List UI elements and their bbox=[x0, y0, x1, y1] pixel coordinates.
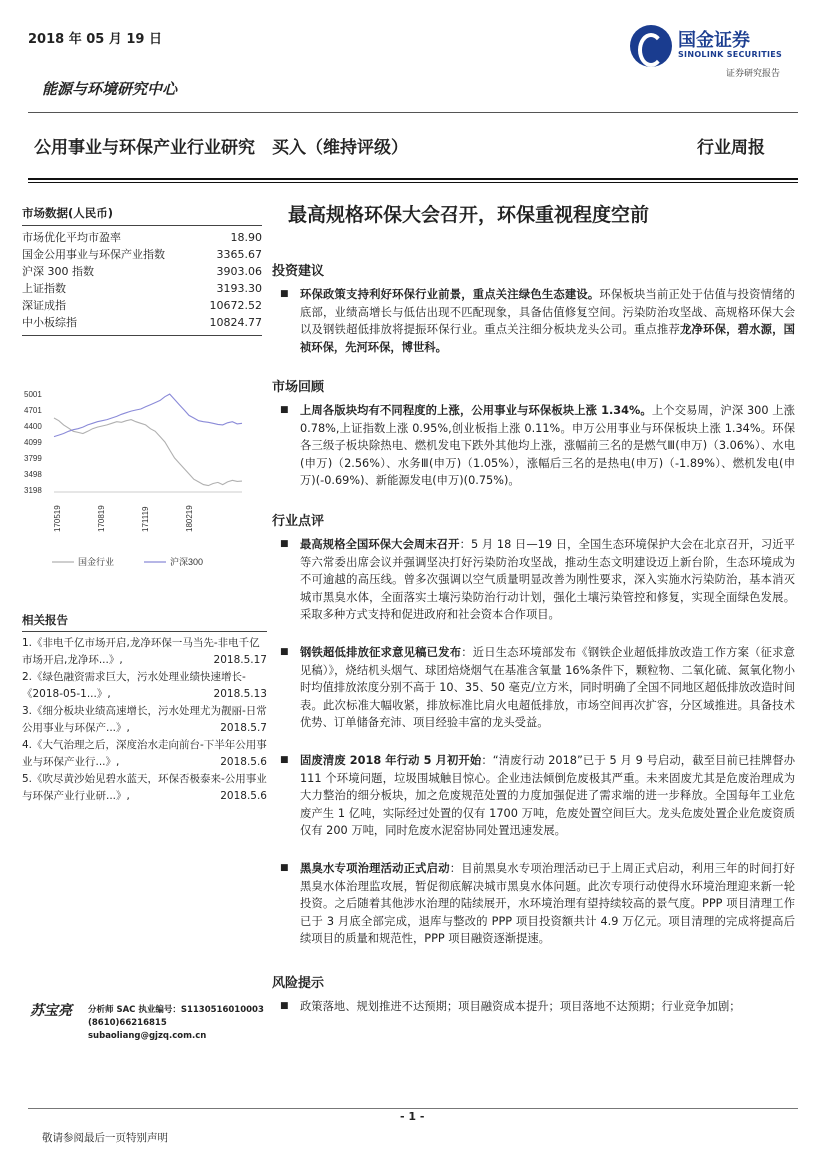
market-value: 3193.30 bbox=[216, 282, 262, 295]
divider bbox=[28, 112, 798, 113]
y-tick-label: 4400 bbox=[24, 422, 42, 431]
series-line-国金行业 bbox=[54, 418, 242, 486]
logo-cn: 国金证券 bbox=[678, 30, 750, 51]
related-item[interactable] bbox=[22, 771, 267, 805]
para-solid-waste bbox=[280, 752, 795, 840]
related-text: 4.《大气治理之后，深度治水走向前台-下半年公用事业与环保产业行...》, bbox=[22, 739, 267, 768]
para-text: 上个交易周，沪深 300 上涨 0.78%,上证指数上涨 0.95%,创业板指上涨 0.11%。申万公用事业与环保板块上涨 1.34%。环保各三级子板块除热电、燃机发电下跌外其他均上涨，涨幅前三名的是燃气Ⅲ(申万)（3.06%）、水电(申万)（2.56%）、水务Ⅲ(申万)（1.05%），涨幅后三名的是热电(申万)（-1.89%）、燃机发电(申万)(-0.69%)、新能源发电(申万)(0.75%)。 bbox=[300, 404, 795, 488]
y-tick-label: 4099 bbox=[24, 438, 42, 447]
bullet-icon: ■ bbox=[280, 863, 289, 873]
series-line-沪深300 bbox=[54, 394, 242, 437]
divider bbox=[22, 631, 267, 632]
market-row bbox=[22, 297, 262, 314]
logo-sub: 证券研究报告 bbox=[726, 69, 781, 79]
divider bbox=[22, 225, 262, 226]
para-lead: 最高规格全国环保大会周末召开 bbox=[300, 538, 460, 551]
para-text: 政策落地、规划推进不达预期；项目融资成本提升；项目落地不达预期；行业竞争加剧； bbox=[300, 1000, 741, 1013]
market-value: 3365.67 bbox=[216, 248, 262, 261]
para-text: ：近日生态环境部发布《钢铁企业超低排放改造工作方案（征求意见稿）》，烧结机头烟气、球团焙烧烟气在基准含氧量 16%条件下，颗粒物、二氧化硫、氮氧化物小时均值排放浓度分别不高于 10、35、50 毫克/立方米，同时明确了全国不同地区超低排放改造时间表。此次标准大幅收紧，排放标准比肩火电超低排放，市场空间再次扩容，分区域推进。具备技术优势、订单储备充沛、项目经验丰富的龙头受益。 bbox=[300, 646, 795, 730]
market-value: 10672.52 bbox=[209, 299, 262, 312]
market-label: 深证成指 bbox=[22, 299, 66, 312]
para-lead: 黑臭水专项治理活动正式启动 bbox=[300, 862, 450, 875]
legend-label: 沪深300 bbox=[170, 557, 204, 567]
bullet-icon: ■ bbox=[280, 755, 289, 765]
x-tick-label: 170519 bbox=[53, 505, 62, 532]
market-label: 上证指数 bbox=[22, 282, 66, 295]
para-text: ：“清废行动 2018”已于 5 月 9 号启动，截至目前已挂牌督办 111 个环境问题，垃圾围城触目惊心。企业违法倾倒危废极其严重。未来固废尤其是危废治理成为大力整治的细分板块，加之危废规范处置的力度加强促进了需求端的进一步释放。全国每年工业危废产生 1 亿吨，实际经过处置的仅有 1700 万吨，危废处置空间巨大。龙头危废处置企业危废资质仅有 200 万吨，同时危废水泥窑协同处置迅速发展。 bbox=[300, 754, 795, 838]
sinolink-logo bbox=[630, 20, 800, 80]
industry-rating: 公用事业与环保产业行业研究 买入（维持评级） bbox=[34, 138, 408, 158]
report-type: 行业周报 bbox=[697, 138, 765, 158]
market-row bbox=[22, 280, 262, 297]
logo-mark-icon bbox=[630, 25, 672, 67]
section-investment: 投资建议 bbox=[272, 264, 325, 279]
market-label: 中小板综指 bbox=[22, 316, 77, 329]
bullet-icon: ■ bbox=[280, 1001, 289, 1011]
section-review: 市场回顾 bbox=[272, 380, 325, 395]
related-date: 2018.5.17 bbox=[213, 654, 267, 666]
market-label: 市场优化平均市盈率 bbox=[22, 231, 121, 244]
divider bbox=[28, 178, 798, 180]
related-title: 相关报告 bbox=[22, 613, 68, 627]
related-date: 2018.5.7 bbox=[220, 722, 267, 734]
para-picks: 龙净环保，碧水源，国祯环保，先河环保，博世科。 bbox=[300, 323, 795, 354]
y-tick-label: 3799 bbox=[24, 454, 42, 463]
market-label: 沪深 300 指数 bbox=[22, 265, 94, 278]
bullet-icon: ■ bbox=[280, 289, 289, 299]
market-data bbox=[22, 205, 262, 339]
divider bbox=[28, 1108, 798, 1109]
analyst-cert: 分析师 SAC 执业编号：S1130516010003 bbox=[88, 1005, 264, 1015]
disclaimer: 敬请参阅最后一页特别声明 bbox=[42, 1132, 168, 1144]
market-row bbox=[22, 263, 262, 280]
market-row bbox=[22, 246, 262, 263]
related-item[interactable] bbox=[22, 669, 267, 703]
section-commentary: 行业点评 bbox=[272, 514, 325, 529]
section-risk: 风险提示 bbox=[272, 976, 325, 991]
x-tick-label: 180219 bbox=[185, 505, 194, 532]
legend-label: 国金行业 bbox=[78, 557, 115, 567]
para-lead: 固废清废 2018 年行动 5 月初开始 bbox=[300, 754, 482, 767]
market-row bbox=[22, 314, 262, 331]
related-item[interactable] bbox=[22, 737, 267, 771]
para-steel bbox=[280, 644, 795, 732]
related-date: 2018.5.13 bbox=[213, 688, 267, 700]
research-center: 能源与环境研究中心 bbox=[42, 80, 178, 98]
market-value: 18.90 bbox=[230, 231, 262, 244]
market-value: 3903.06 bbox=[216, 265, 262, 278]
related-text: 2.《绿色融资需求巨大，污水处理业绩快速增长-《2018-05-1...》, bbox=[22, 671, 246, 700]
bullet-icon: ■ bbox=[280, 405, 289, 415]
related-text: 1.《非电千亿市场开启,龙净环保一马当先-非电千亿市场开启,龙净环...》, bbox=[22, 637, 260, 666]
analyst-phone: (8610)66216815 bbox=[88, 1018, 167, 1028]
para-text: ：5 月 18 日—19 日，全国生态环境保护大会在北京召开，习近平等六常委出席会议并强调坚决打好污染防治攻坚战，推动生态文明建设迈上新台阶，生态环境成为不可逾越的高压线。曾多次强调以空气质量明显改善为刚性要求，深入实施水污染防治，基本消灭城市黑臭水体，全面落实土壤污染防治行动计划，强化土壤污染管控和修复，实现全面绿色发展。采取多种方式支持和促进政府和社会资本合作项目。 bbox=[300, 538, 795, 622]
related-reports bbox=[22, 612, 267, 805]
para-risk bbox=[280, 998, 795, 1016]
market-value: 10824.77 bbox=[209, 316, 262, 329]
y-tick-label: 5001 bbox=[24, 390, 42, 399]
headline: 最高规格环保大会召开，环保重视程度空前 bbox=[288, 204, 650, 226]
market-row bbox=[22, 229, 262, 246]
index-chart bbox=[22, 378, 262, 578]
para-lead: 环保政策支持利好环保行业前景，重点关注绿色生态建设。 bbox=[300, 288, 600, 301]
related-text: 5.《吹尽黄沙始见碧水蓝天，环保否极泰来-公用事业与环保产业行业研...》, bbox=[22, 773, 267, 802]
page-number: - 1 - bbox=[400, 1110, 425, 1123]
analyst-name: 苏宝亮 bbox=[30, 1003, 72, 1019]
market-data-title: 市场数据(人民币) bbox=[22, 206, 114, 220]
related-date: 2018.5.6 bbox=[220, 790, 267, 802]
report-date: 2018 年 05 月 19 日 bbox=[28, 32, 162, 47]
para-text: ：目前黑臭水专项治理活动已于上周正式启动，利用三年的时间打好黑臭水体治理监攻展，暂促彻底解决城市黑臭水体问题。此次专项行动使得水环境治理迎来新一轮投资。之后随着其他涉水治理的陆续展开，水环境治理有望持续较高的景气度。PPP 项目清理工作已于 3 月底全部完成，退库与整改的 PPP 项目投资额共计 4.9 万亿元。项目清理的完成将提高后续项目的质量和规范性，PPP 项目融资逐渐提速。 bbox=[300, 862, 795, 946]
para-conference bbox=[280, 536, 795, 624]
bullet-icon: ■ bbox=[280, 647, 289, 657]
bullet-icon: ■ bbox=[280, 539, 289, 549]
para-investment bbox=[280, 286, 795, 356]
para-lead: 上周各版块均有不同程度的上涨，公用事业与环保板块上涨 1.34%。 bbox=[300, 404, 652, 417]
divider bbox=[22, 335, 262, 336]
analyst-info bbox=[88, 1004, 264, 1043]
divider bbox=[28, 182, 798, 183]
y-tick-label: 3198 bbox=[24, 486, 42, 495]
y-tick-label: 4701 bbox=[24, 406, 42, 415]
para-text: 环保板块当前正处于估值与投资情绪的底部，业绩高增长与低估出现不匹配现象，具备估值修复空间。污染防治攻坚战、高规格环保大会以及钢铁超低排放将提振环保行业。重点关注细分板块龙头公司。重点推荐 bbox=[300, 288, 795, 337]
related-item[interactable] bbox=[22, 703, 267, 737]
related-text: 3.《细分板块业绩高速增长，污水处理尤为靓丽-日常公用事业与环保产...》, bbox=[22, 705, 267, 734]
x-tick-label: 171119 bbox=[141, 506, 150, 532]
related-item[interactable] bbox=[22, 635, 267, 669]
y-tick-label: 3498 bbox=[24, 470, 42, 479]
para-black-water bbox=[280, 860, 795, 948]
logo-en: SINOLINK SECURITIES bbox=[678, 50, 783, 59]
market-label: 国金公用事业与环保产业指数 bbox=[22, 248, 165, 261]
related-date: 2018.5.6 bbox=[220, 756, 267, 768]
para-lead: 钢铁超低排放征求意见稿已发布 bbox=[300, 646, 462, 659]
para-review bbox=[280, 402, 795, 490]
x-tick-label: 170819 bbox=[97, 505, 106, 532]
analyst-email[interactable]: subaoliang@gjzq.com.cn bbox=[88, 1031, 207, 1041]
